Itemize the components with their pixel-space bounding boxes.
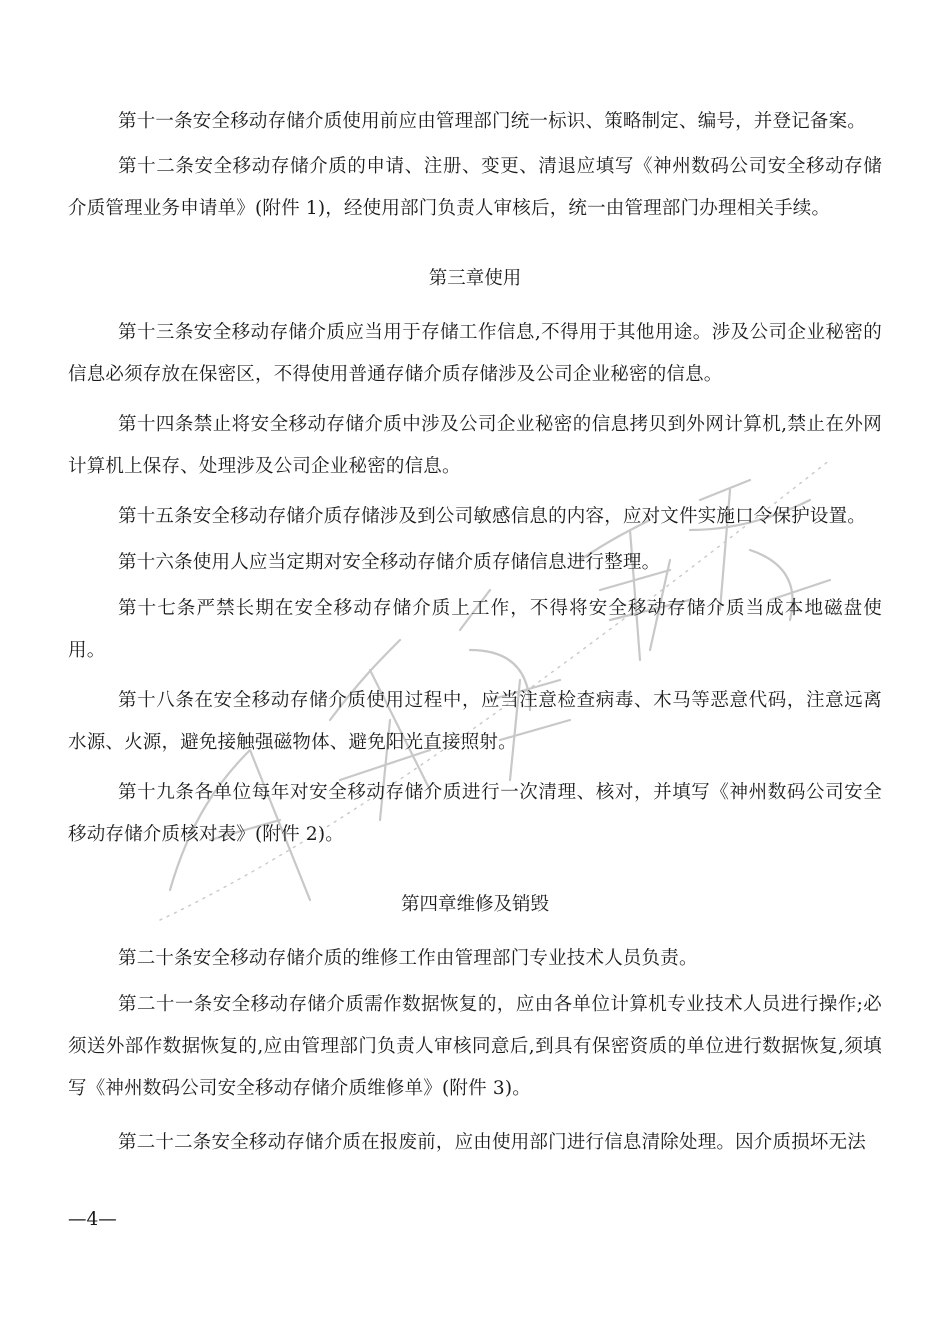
article-19: 第十九条各单位每年对安全移动存储介质进行一次清理、核对，并填写《神州数码公司安全移动存储介质核对表》(附件 2)。 <box>68 782 882 845</box>
article-16: 第十六条使用人应当定期对安全移动存储介质存储信息进行整理。 <box>118 552 661 573</box>
article-12: 第十二条安全移动存储介质的申请、注册、变更、清退应填写《神州数码公司安全移动存储介质管理业务申请单》(附件 1)，经使用部门负责人审核后，统一由管理部门办理相关手续。 <box>68 156 882 219</box>
article-21: 第二十一条安全移动存储介质需作数据恢复的，应由各单位计算机专业技术人员进行操作;必须送外部作数据恢复的,应由管理部门负责人审核同意后,到具有保密资质的单位进行数据恢复,须填写《神州数码公司安全移动存储介质维修单》(附件 3)。 <box>68 994 882 1099</box>
chapter-4-heading: 第四章维修及销毁 <box>400 894 549 915</box>
article-11: 第十一条安全移动存储介质使用前应由管理部门统一标识、策略制定、编号，并登记备案。 <box>118 111 867 132</box>
article-15: 第十五条安全移动存储介质存储涉及到公司敏感信息的内容，应对文件实施口令保护设置。 <box>118 506 867 527</box>
article-20: 第二十条安全移动存储介质的维修工作由管理部门专业技术人员负责。 <box>118 948 698 969</box>
article-22: 第二十二条安全移动存储介质在报废前，应由使用部门进行信息清除处理。因介质损坏无法 <box>118 1132 867 1153</box>
article-17: 第十七条严禁长期在安全移动存储介质上工作，不得将安全移动存储介质当成本地磁盘使用。 <box>68 598 882 661</box>
article-14: 第十四条禁止将安全移动存储介质中涉及公司企业秘密的信息拷贝到外网计算机,禁止在外网计算机上保存、处理涉及公司企业秘密的信息。 <box>68 414 882 477</box>
chapter-3-heading: 第三章使用 <box>428 268 522 289</box>
page-number: —4— <box>68 1209 117 1230</box>
article-18: 第十八条在安全移动存储介质使用过程中，应当注意检查病毒、木马等恶意代码，注意远离水源、火源，避免接触强磁物体、避免阳光直接照射。 <box>68 690 882 753</box>
article-13: 第十三条安全移动存储介质应当用于存储工作信息,不得用于其他用途。涉及公司企业秘密的信息必须存放在保密区，不得使用普通存储介质存储涉及公司企业秘密的信息。 <box>68 322 882 385</box>
